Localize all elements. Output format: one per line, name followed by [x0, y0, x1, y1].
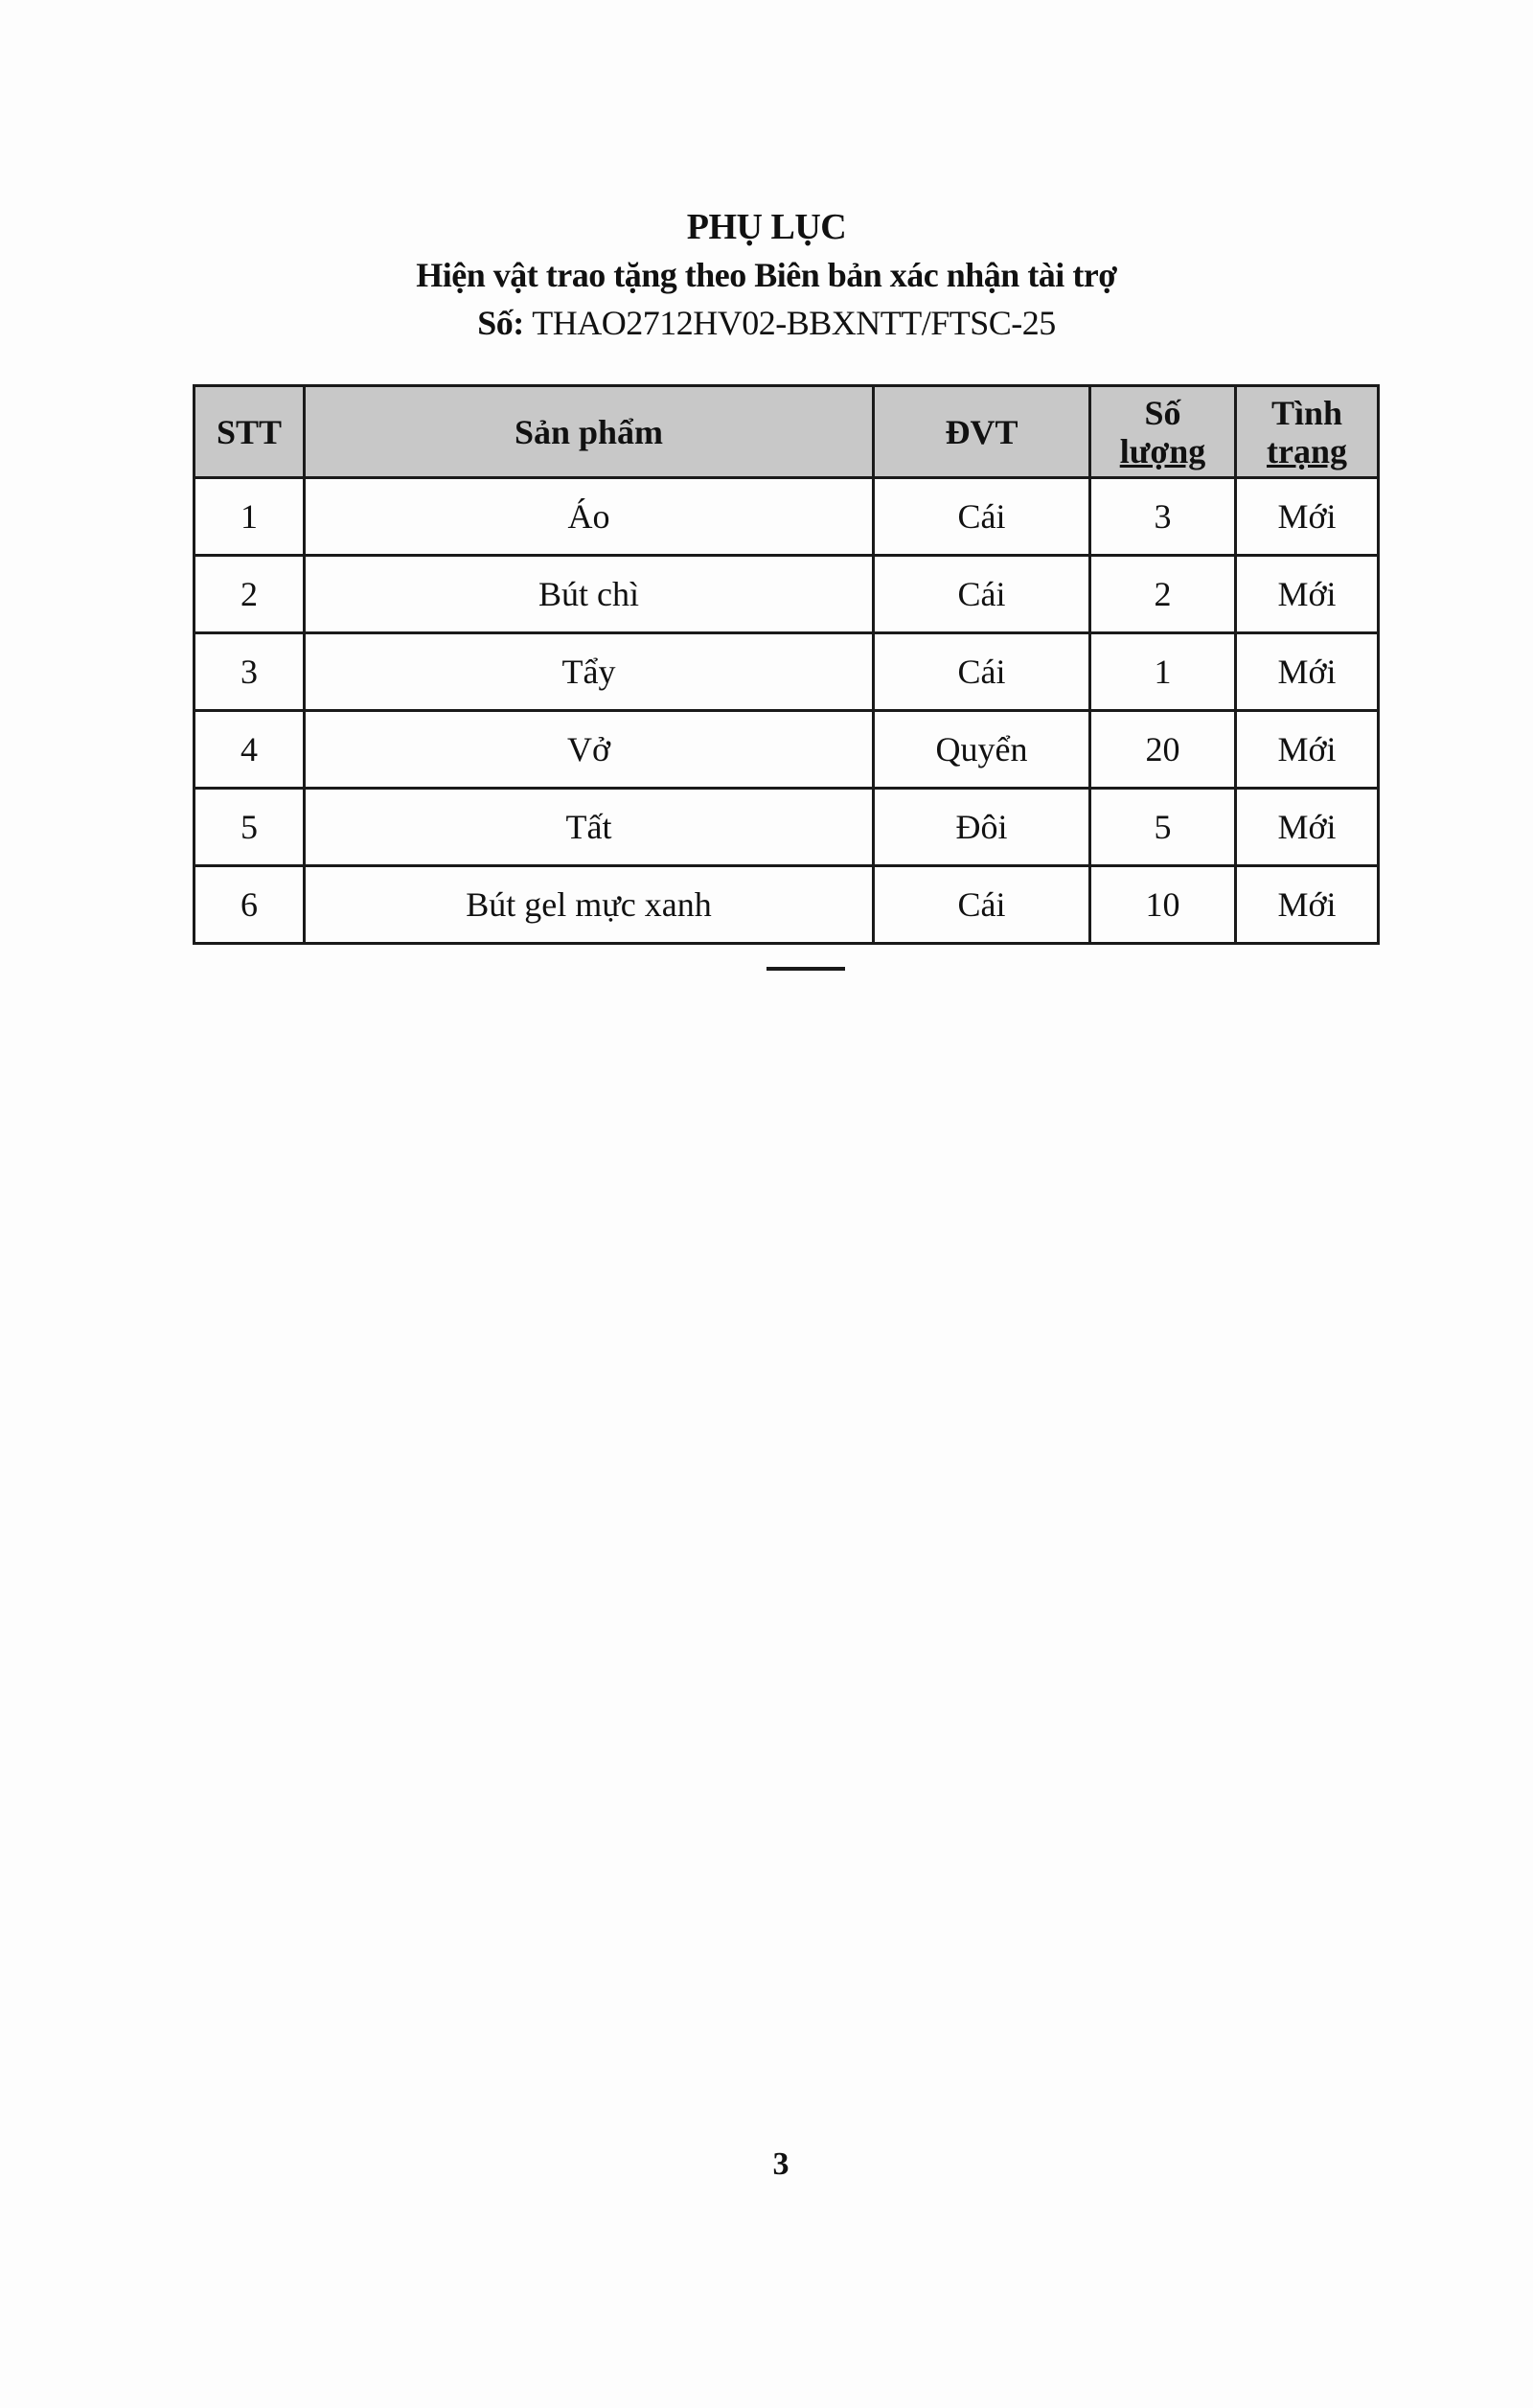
- cell-stt: 4: [194, 711, 305, 789]
- cell-quantity: 5: [1090, 789, 1236, 866]
- document-number-label: Số:: [477, 304, 533, 342]
- document-header: [0, 203, 1533, 347]
- column-header-status-line2: trạng: [1267, 431, 1347, 470]
- column-header-quantity-line2: lượng: [1119, 431, 1206, 470]
- column-header-status-line1: Tình: [1270, 393, 1343, 432]
- document-number-code: THAO2712HV02-BBXNTT/FTSC-25: [532, 304, 1056, 342]
- table-row: [194, 556, 1379, 633]
- cell-unit: Quyển: [874, 711, 1090, 789]
- cell-status: Mới: [1236, 789, 1379, 866]
- cell-stt: 1: [194, 478, 305, 556]
- cell-stt: 6: [194, 866, 305, 944]
- column-header-unit: ĐVT: [874, 386, 1090, 478]
- cell-unit: Cái: [874, 633, 1090, 711]
- cell-product: Tẩy: [305, 633, 874, 711]
- column-header-product: Sản phẩm: [305, 386, 874, 478]
- table-header-row: [194, 386, 1379, 478]
- cell-status: Mới: [1236, 866, 1379, 944]
- appendix-subtitle: Hiện vật trao tặng theo Biên bản xác nhận tài trợ: [416, 256, 1117, 294]
- cell-status: Mới: [1236, 711, 1379, 789]
- cell-status: Mới: [1236, 633, 1379, 711]
- cell-quantity: 10: [1090, 866, 1236, 944]
- cell-quantity: 20: [1090, 711, 1236, 789]
- table-row: [194, 711, 1379, 789]
- cell-quantity: 3: [1090, 478, 1236, 556]
- cell-stt: 3: [194, 633, 305, 711]
- column-header-stt: STT: [194, 386, 305, 478]
- cell-status: Mới: [1236, 478, 1379, 556]
- table-row: [194, 478, 1379, 556]
- end-of-table-rule: [766, 967, 845, 971]
- cell-unit: Cái: [874, 478, 1090, 556]
- table-row: [194, 633, 1379, 711]
- cell-product: Tất: [305, 789, 874, 866]
- table-row: [194, 789, 1379, 866]
- cell-unit: Đôi: [874, 789, 1090, 866]
- cell-stt: 5: [194, 789, 305, 866]
- cell-product: Vở: [305, 711, 874, 789]
- table-row: [194, 866, 1379, 944]
- column-header-status: [1236, 386, 1379, 478]
- column-header-quantity-line1: Số: [1144, 393, 1181, 432]
- cell-product: Áo: [305, 478, 874, 556]
- cell-status: Mới: [1236, 556, 1379, 633]
- cell-product: Bút chì: [305, 556, 874, 633]
- page-number: 3: [772, 2146, 789, 2182]
- appendix-title: PHỤ LỤC: [686, 207, 847, 247]
- cell-product: Bút gel mực xanh: [305, 866, 874, 944]
- cell-unit: Cái: [874, 556, 1090, 633]
- cell-unit: Cái: [874, 866, 1090, 944]
- cell-stt: 2: [194, 556, 305, 633]
- cell-quantity: 1: [1090, 633, 1236, 711]
- cell-quantity: 2: [1090, 556, 1236, 633]
- donation-items-table: [193, 384, 1380, 945]
- column-header-quantity: [1090, 386, 1236, 478]
- document-number: [0, 299, 1533, 347]
